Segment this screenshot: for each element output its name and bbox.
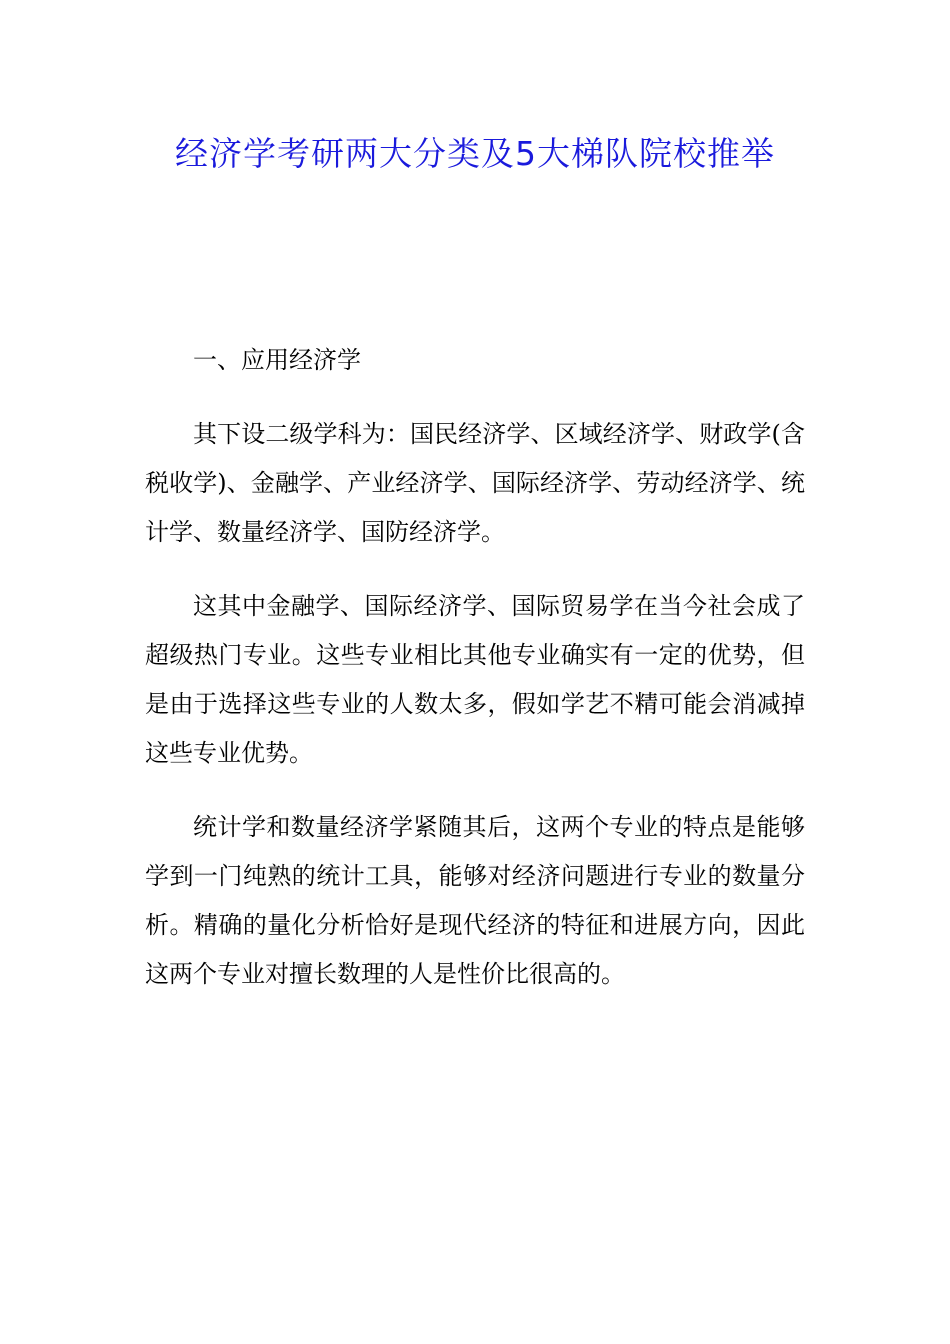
paragraph-subdisciplines: 其下设二级学科为：国民经济学、区域经济学、财政学(含税收学)、金融学、产业经济学、国际经济学、劳动经济学、统计学、数量经济学、国防经济学。 [145,420,805,546]
document-body [145,336,805,1024]
section-heading: 一、应用经济学 [193,346,361,374]
paragraph-statistics: 统计学和数量经济学紧随其后，这两个专业的特点是能够学到一门纯熟的统计工具，能够对经济问题进行专业的数量分析。精确的量化分析恰好是现代经济的特征和进展方向，因此这两个专业对擅长数理的人是性价比很高的。 [145,813,805,988]
paragraph-popular-majors: 这其中金融学、国际经济学、国际贸易学在当今社会成了超级热门专业。这些专业相比其他专业确实有一定的优势，但是由于选择这些专业的人数太多，假如学艺不精可能会消减掉这些专业优势。 [145,592,805,767]
document-title: 经济学考研两大分类及5大梯队院校推举 [175,134,775,173]
